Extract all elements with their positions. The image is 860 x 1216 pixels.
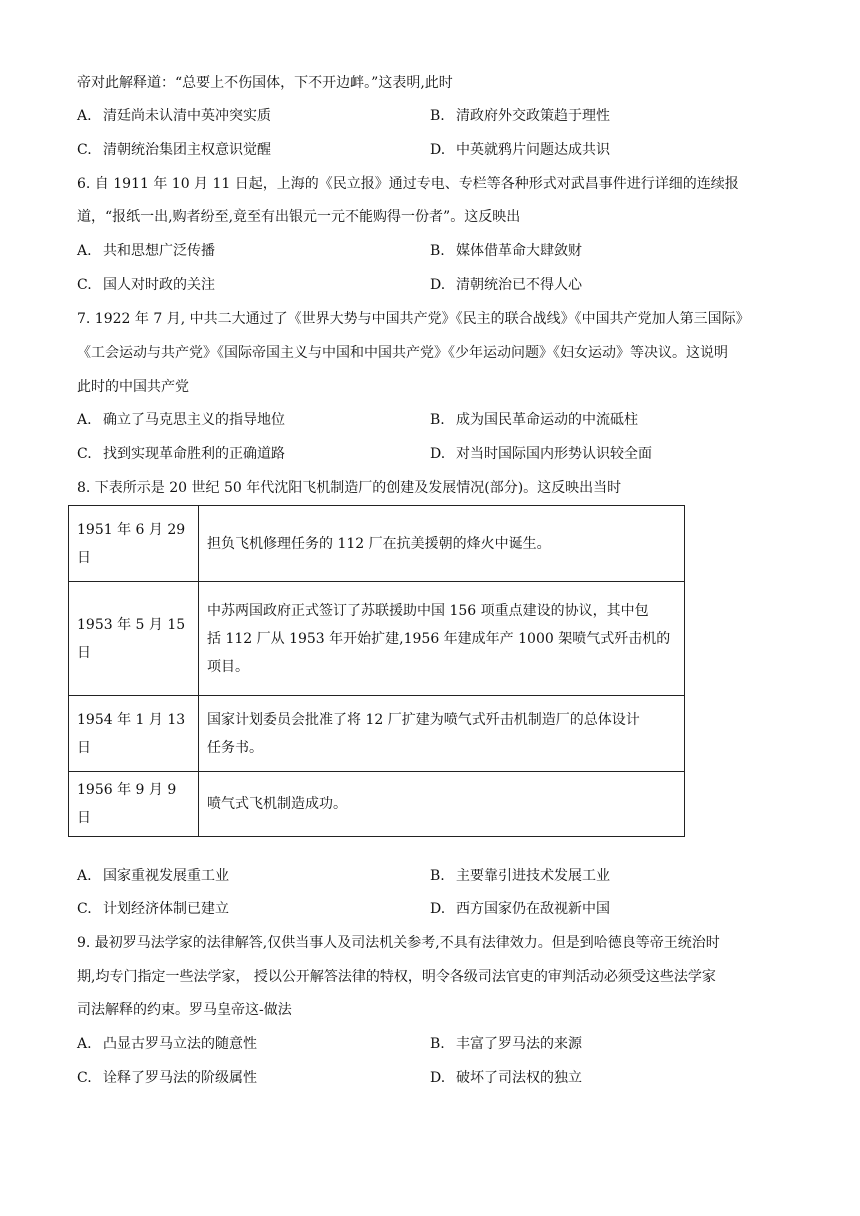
option-text: 成为国民革命运动的中流砥柱 xyxy=(456,412,638,428)
q6-stem-line-1: 6. 自 1911 年 10 月 11 日起，上海的《民立报》通过专电、专栏等各种形式对武昌事件进行详细的连续报 xyxy=(77,176,739,192)
option-text: 共和思想广泛传播 xyxy=(103,243,215,259)
option-letter: D. xyxy=(430,446,446,462)
q7-stem-line-2: 《工会运动与共产党》《国际帝国主义与中国和中国共产党》《少年运动问题》《妇女运动》等决议。这说明 xyxy=(77,345,728,361)
option-text: 主要靠引进技术发展工业 xyxy=(456,868,610,884)
q7-stem-line-3: 此时的中国共产党 xyxy=(77,379,189,395)
option-letter: C. xyxy=(77,901,92,917)
q9-option-b xyxy=(430,1034,582,1054)
option-letter: D. xyxy=(430,1070,446,1086)
q6-stem-line-2: 道，“报纸一出,购者纷至,竟至有出银元一元不能购得一份者”。这反映出 xyxy=(77,209,521,225)
option-letter: C. xyxy=(77,277,92,293)
table-row xyxy=(69,506,685,582)
option-letter: D. xyxy=(430,901,446,917)
table-row xyxy=(69,772,685,837)
option-text: 中英就鸦片问题达成共识 xyxy=(456,142,610,158)
q5-option-d xyxy=(430,140,610,160)
table-content-cell xyxy=(199,772,685,837)
q8-option-b xyxy=(430,866,610,886)
option-letter: B. xyxy=(430,1036,445,1052)
option-text: 清朝统治集团主权意识觉醒 xyxy=(103,142,271,158)
q8-option-c xyxy=(77,899,229,919)
option-letter: A. xyxy=(77,868,92,884)
table-content-line: 国家计划委员会批准了将 12 厂扩建为喷气式歼击机制造厂的总体设计 xyxy=(207,711,640,728)
table-date-cell xyxy=(69,772,199,837)
option-text: 国人对时政的关注 xyxy=(103,277,215,293)
q8-table xyxy=(68,505,685,837)
option-letter: B. xyxy=(430,108,445,124)
q6-option-d xyxy=(430,275,582,295)
q5-option-b xyxy=(430,106,610,126)
option-letter: A. xyxy=(77,1036,92,1052)
table-date-cell xyxy=(69,696,199,772)
table-date-line: 日 xyxy=(77,739,91,756)
option-text: 确立了马克思主义的指导地位 xyxy=(103,412,285,428)
table-content-cell xyxy=(199,506,685,582)
q7-option-d xyxy=(430,444,652,464)
table-content-line: 括 112 厂从 1953 年开始扩建,1956 年建成年产 1000 架喷气式歼击机的 xyxy=(207,630,671,647)
option-letter: C. xyxy=(77,446,92,462)
option-text: 计划经济体制已建立 xyxy=(103,901,229,917)
option-letter: D. xyxy=(430,277,446,293)
option-text: 清政府外交政策趋于理性 xyxy=(456,108,610,124)
q8-option-a xyxy=(77,866,229,886)
option-letter: B. xyxy=(430,243,445,259)
table-date-line: 日 xyxy=(77,549,91,566)
option-letter: C. xyxy=(77,1070,92,1086)
table-row xyxy=(69,582,685,696)
option-letter: A. xyxy=(77,108,92,124)
option-text: 媒体借革命大肆敛财 xyxy=(456,243,582,259)
table-content-line: 担负飞机修理任务的 112 厂在抗美援朝的烽火中诞生。 xyxy=(207,535,551,552)
table-date-line: 1954 年 1 月 13 xyxy=(77,711,186,728)
q9-stem-line-3: 司法解释的约束。罗马皇帝这-做法 xyxy=(77,1002,292,1018)
table-content-line: 任务书。 xyxy=(207,739,263,756)
q5-stem: 帝对此解释道：“总要上不伤国体，下不开边衅。”这表明,此时 xyxy=(77,75,453,91)
option-text: 清廷尚未认清中英冲突实质 xyxy=(103,108,271,124)
option-text: 找到实现革命胜利的正确道路 xyxy=(103,446,285,462)
option-letter: B. xyxy=(430,868,445,884)
option-letter: A. xyxy=(77,412,92,428)
table-date-line: 日 xyxy=(77,644,91,661)
option-letter: B. xyxy=(430,412,445,428)
q6-option-b xyxy=(430,241,582,261)
table-date-line: 1953 年 5 月 15 xyxy=(77,616,186,633)
table-content-line: 项目。 xyxy=(207,658,249,675)
option-text: 破坏了司法权的独立 xyxy=(456,1070,582,1086)
table-content-cell xyxy=(199,582,685,696)
table-date-line: 1956 年 9 月 9 日 xyxy=(77,782,177,826)
q9-option-d xyxy=(430,1068,582,1088)
q6-option-c xyxy=(77,275,215,295)
option-letter: A. xyxy=(77,243,92,259)
q9-stem-line-1: 9. 最初罗马法学家的法律解答,仅供当事人及司法机关参考,不具有法律效力。但是到哈德良等帝王统治时 xyxy=(77,935,720,951)
option-text: 国家重视发展重工业 xyxy=(103,868,229,884)
table-date-line: 1951 年 6 月 29 xyxy=(77,521,186,538)
option-text: 诠释了罗马法的阶级属性 xyxy=(103,1070,257,1086)
table-content-cell xyxy=(199,696,685,772)
table-date-cell xyxy=(69,582,199,696)
q7-option-a xyxy=(77,410,285,430)
table-date-cell xyxy=(69,506,199,582)
q9-option-a xyxy=(77,1034,257,1054)
option-text: 凸显古罗马立法的随意性 xyxy=(103,1036,257,1052)
table-content-line: 喷气式飞机制造成功。 xyxy=(207,796,347,812)
q7-stem-line-1: 7. 1922 年 7 月, 中共二大通过了《世界大势与中国共产党》《民主的联合战线》《中国共产党加人第三国际》 xyxy=(77,311,750,327)
option-letter: C. xyxy=(77,142,92,158)
q7-option-b xyxy=(430,410,638,430)
option-text: 西方国家仍在敌视新中国 xyxy=(456,901,610,917)
q8-option-d xyxy=(430,899,610,919)
option-text: 丰富了罗马法的来源 xyxy=(456,1036,582,1052)
q8-stem: 8. 下表所示是 20 世纪 50 年代沈阳飞机制造厂的创建及发展情况(部分)。这反映出当时 xyxy=(77,480,622,496)
option-text: 对当时国际国内形势认识较全面 xyxy=(456,446,652,462)
q9-option-c xyxy=(77,1068,257,1088)
table-row xyxy=(69,696,685,772)
q5-option-c xyxy=(77,140,271,160)
option-letter: D. xyxy=(430,142,446,158)
q9-stem-line-2: 期,均专门指定一些法学家， 授以公开解答法律的特权，明令各级司法官吏的审判活动必须受这些法学家 xyxy=(77,969,716,985)
q5-option-a xyxy=(77,106,271,126)
q7-option-c xyxy=(77,444,285,464)
q6-option-a xyxy=(77,241,215,261)
table-content-line: 中苏两国政府正式签订了苏联援助中国 156 项重点建设的协议，其中包 xyxy=(207,602,649,619)
option-text: 清朝统治已不得人心 xyxy=(456,277,582,293)
